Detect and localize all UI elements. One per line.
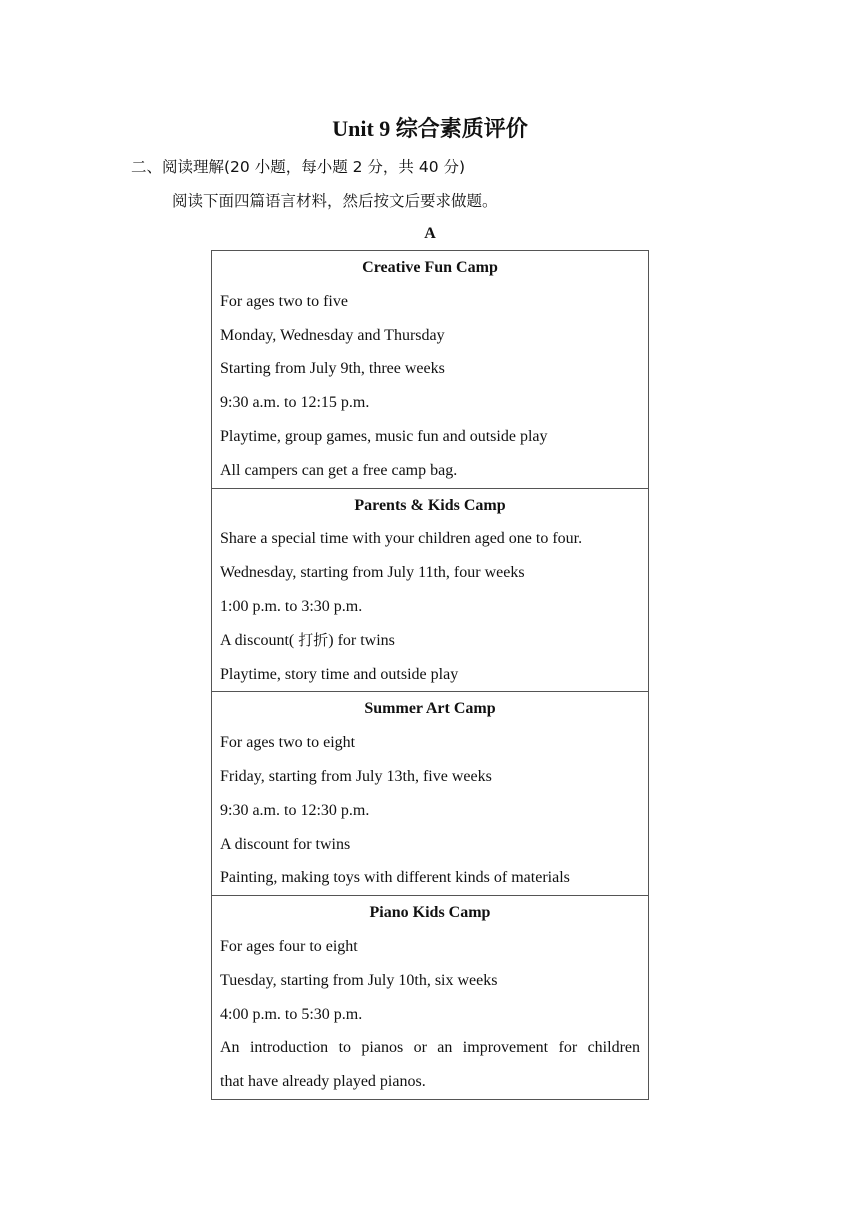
- passage-label: A: [424, 225, 436, 242]
- camp-detail: All campers can get a free camp bag.: [220, 461, 458, 479]
- camp-row-summer-art: [212, 692, 649, 896]
- camp-cell: [212, 896, 649, 1100]
- instruction-text: 阅读下面四篇语言材料，然后按文后要求做题。: [172, 192, 498, 210]
- camp-detail: 1:00 p.m. to 3:30 p.m.: [220, 597, 363, 615]
- camp-title: Piano Kids Camp: [369, 904, 491, 922]
- camp-detail: 4:00 p.m. to 5:30 p.m.: [220, 1005, 363, 1023]
- discount-tail: ) for twins: [328, 631, 395, 649]
- camp-detail: For ages two to five: [220, 292, 348, 310]
- camp-detail: Wednesday, starting from July 11th, four weeks: [220, 564, 525, 582]
- camp-detail: For ages two to eight: [220, 734, 356, 752]
- camps-table: [211, 250, 649, 1100]
- camp-row-parents-kids: [212, 488, 649, 692]
- camp-detail: Playtime, group games, music fun and outside play: [220, 427, 548, 445]
- camp-detail: 9:30 a.m. to 12:15 p.m.: [220, 394, 370, 412]
- camp-detail: that have already played pianos.: [220, 1073, 426, 1091]
- camp-detail: Starting from July 9th, three weeks: [220, 360, 445, 378]
- camp-detail: Friday, starting from July 13th, five weeks: [220, 767, 492, 785]
- camp-row-creative-fun: [212, 251, 649, 489]
- camp-row-piano-kids: [212, 896, 649, 1100]
- camp-detail: A discount for twins: [220, 835, 351, 853]
- camp-detail: For ages four to eight: [220, 937, 358, 955]
- camp-title: Creative Fun Camp: [362, 259, 498, 276]
- discount-cn: 打折: [298, 630, 329, 649]
- discount-prefix: A discount(: [220, 631, 295, 649]
- page-title: Unit 9 综合素质评价: [332, 116, 528, 141]
- camp-detail: Monday, Wednesday and Thursday: [220, 326, 445, 344]
- camp-detail: 9:30 a.m. to 12:30 p.m.: [220, 801, 370, 819]
- camp-cell: [212, 251, 649, 489]
- camp-detail-discount: [220, 624, 640, 658]
- camp-detail: Painting, making toys with different kinds of materials: [220, 869, 570, 887]
- camp-title: Summer Art Camp: [364, 700, 496, 718]
- section-heading: 二、阅读理解(20 小题，每小题 2 分，共 40 分): [131, 158, 466, 176]
- camp-detail: Share a special time with your children aged one to four.: [220, 530, 583, 548]
- camp-title: Parents & Kids Camp: [354, 496, 506, 514]
- camp-detail: An introduction to pianos or an improvement for children: [220, 1039, 640, 1057]
- camp-cell: [212, 692, 649, 896]
- camp-cell: [212, 488, 649, 692]
- camp-detail: Tuesday, starting from July 10th, six weeks: [220, 971, 498, 989]
- camp-detail: Playtime, story time and outside play: [220, 665, 459, 683]
